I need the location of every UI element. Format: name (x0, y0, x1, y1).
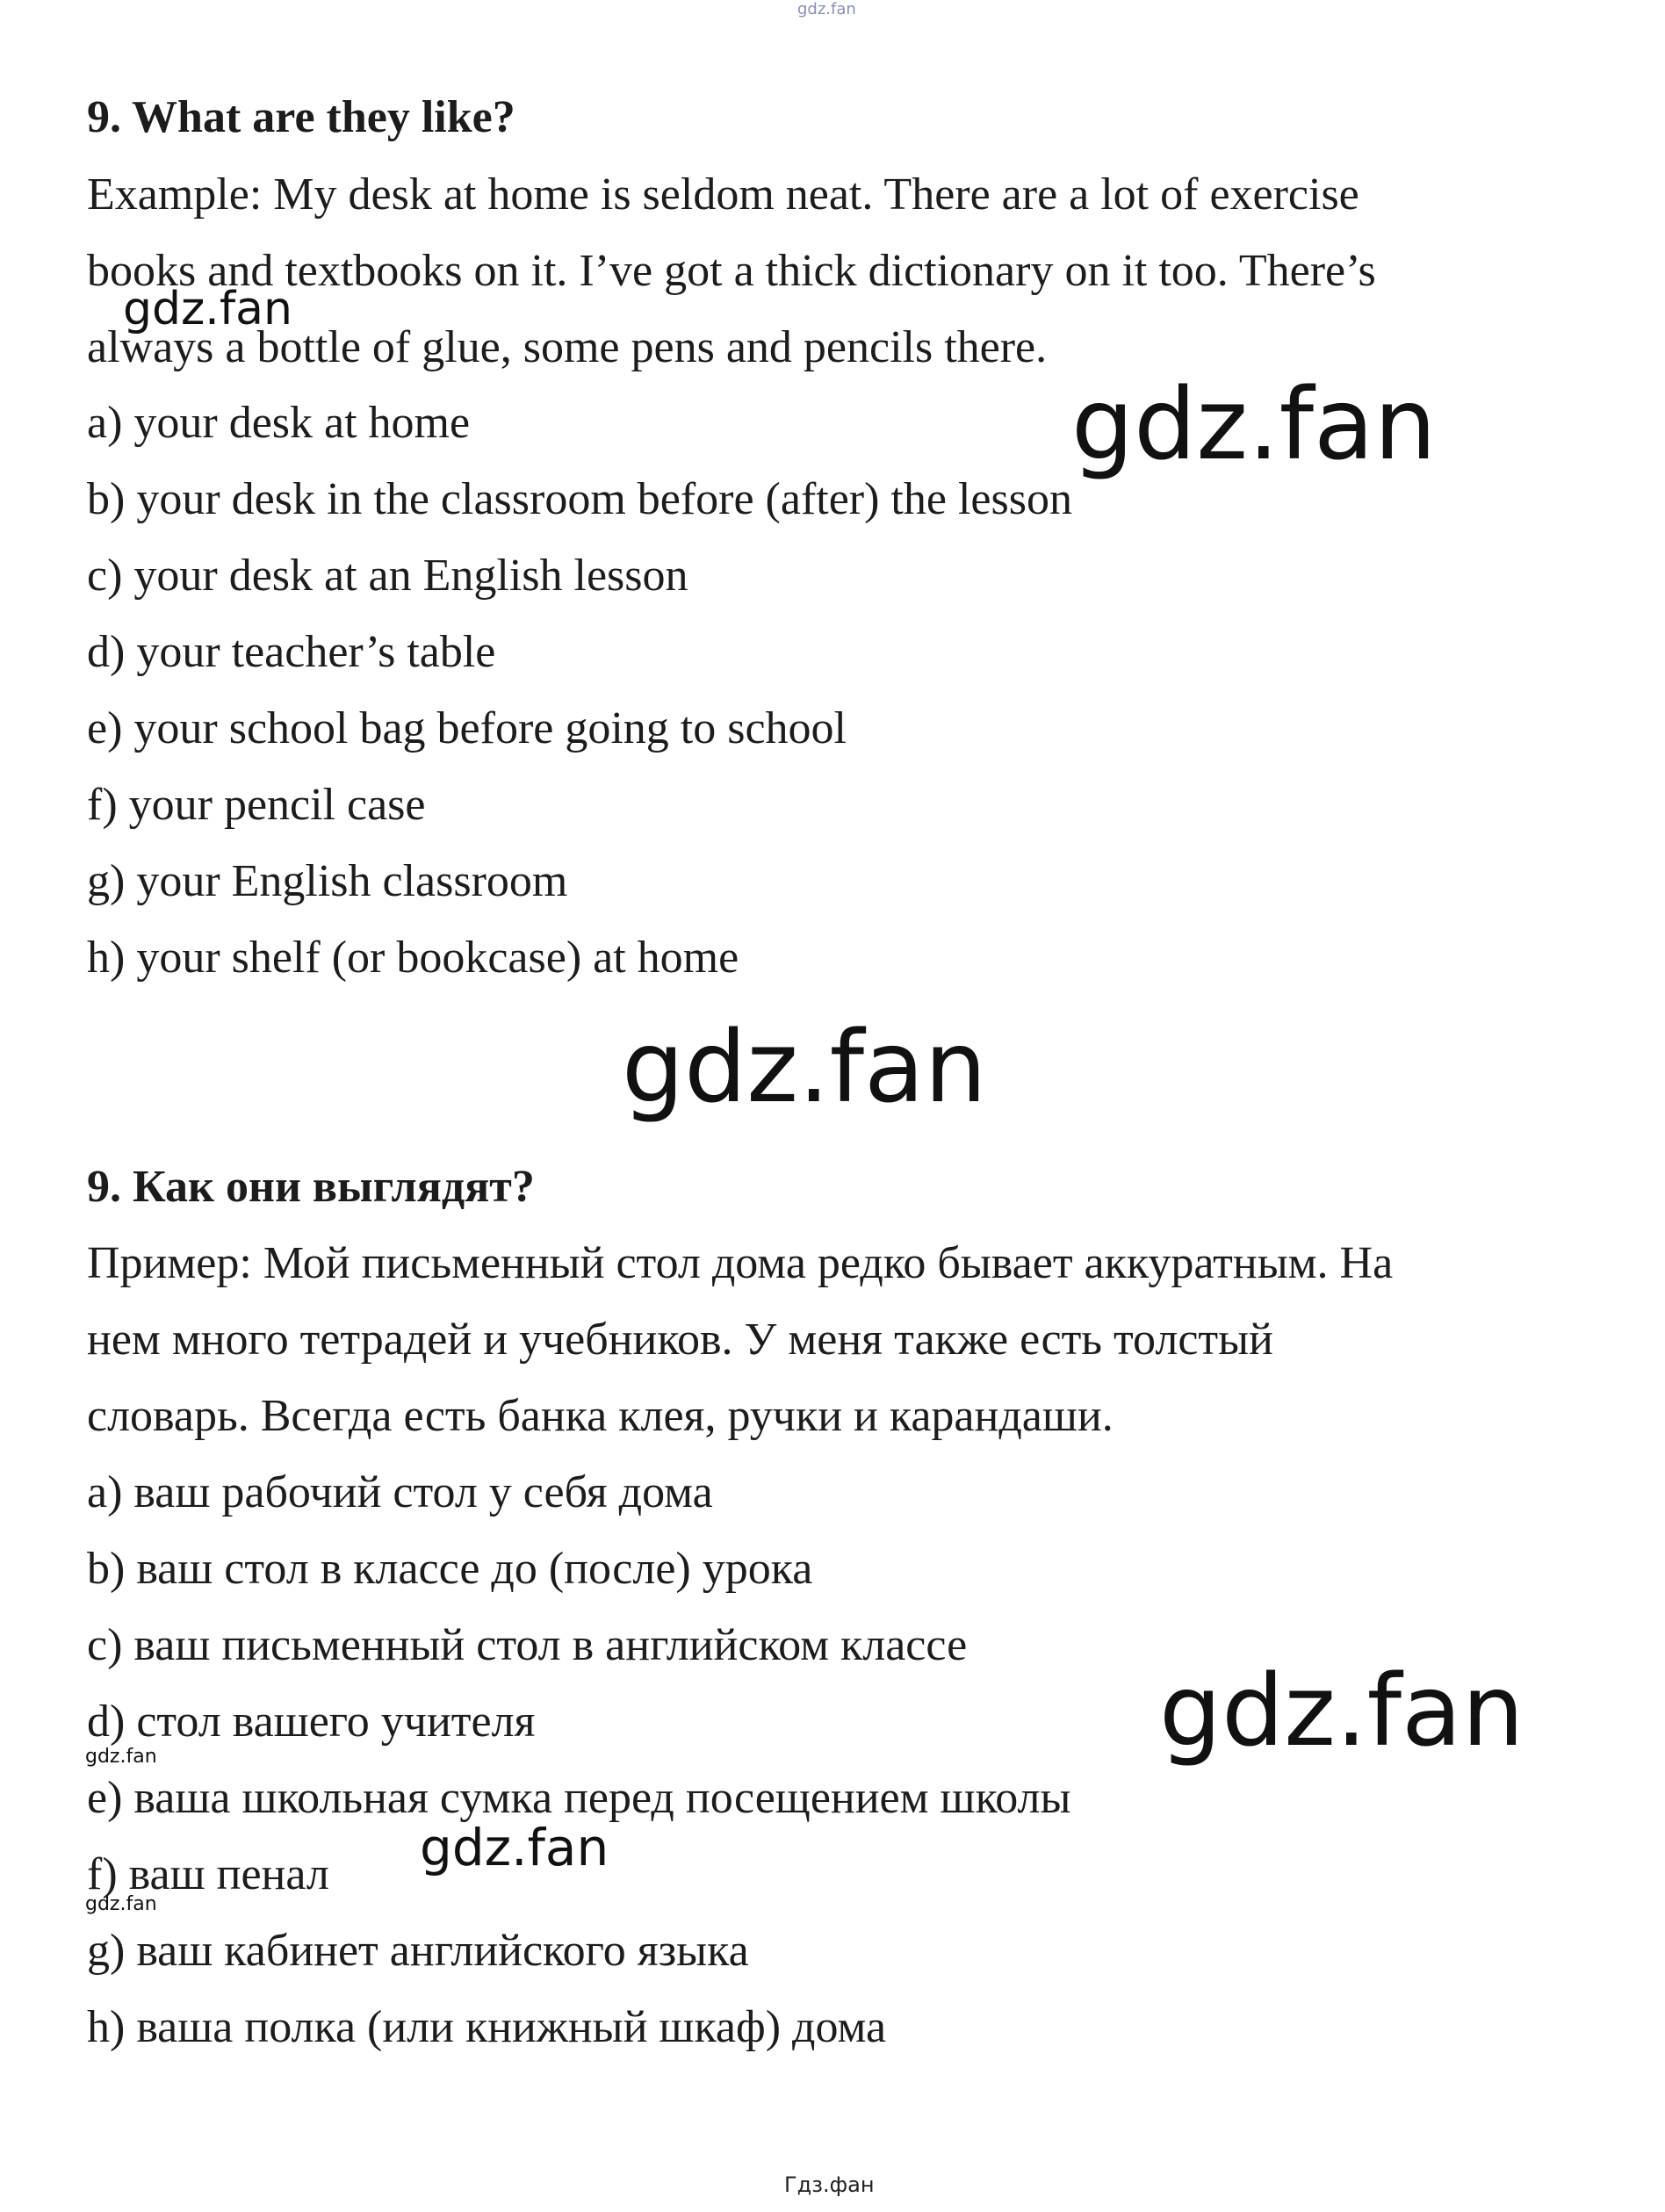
russian-item-g: g) ваш кабинет английского языка (87, 1926, 749, 1976)
english-item-c: c) your desk at an English lesson (87, 551, 688, 601)
english-item-g: g) your English classroom (87, 856, 568, 906)
russian-example-line-2: нем много тетрадей и учебников. У меня также есть толстый (87, 1315, 1273, 1365)
english-item-b: b) your desk in the classroom before (after) the lesson (87, 474, 1072, 524)
english-example-line-1: Example: My desk at home is seldom neat. There are a lot of exercise (87, 169, 1359, 220)
russian-item-c: c) ваш письменный стол в английском классе (87, 1620, 968, 1670)
russian-item-f: f) ваш пенал (87, 1849, 329, 1899)
english-heading: 9. What are they like? (87, 92, 515, 142)
footer-watermark: Гдз.фан (784, 2172, 875, 2197)
english-example-line-2: books and textbooks on it. I’ve got a thick dictionary on it too. There’s (87, 246, 1376, 296)
watermark-medium-1: gdz.fan (123, 283, 292, 335)
watermark-medium-2: gdz.fan (420, 1818, 609, 1877)
english-item-d: d) your teacher’s table (87, 627, 496, 677)
watermark-small-2: gdz.fan (85, 1893, 157, 1915)
russian-example-line-1: Пример: Мой письменный стол дома редко бывает аккуратным. На (87, 1238, 1394, 1288)
russian-item-d: d) стол вашего учителя (87, 1697, 536, 1747)
english-item-a: a) your desk at home (87, 398, 471, 448)
russian-item-a: a) ваш рабочий стол у себя дома (87, 1467, 713, 1517)
watermark-large-3: gdz.fan (1159, 1654, 1524, 1769)
watermark-top: gdz.fan (797, 0, 856, 18)
watermark-large-1: gdz.fan (1071, 368, 1437, 482)
english-item-e: e) your school bag before going to school (87, 703, 847, 753)
russian-item-e: e) ваша школьная сумка перед посещением школы (87, 1773, 1071, 1823)
russian-item-b: b) ваш стол в классе до (после) урока (87, 1544, 813, 1594)
russian-example-line-3: словарь. Всегда есть банка клея, ручки и карандаши. (87, 1391, 1114, 1441)
english-item-h: h) your shelf (or bookcase) at home (87, 933, 739, 983)
watermark-small-1: gdz.fan (85, 1746, 157, 1768)
english-item-f: f) your pencil case (87, 780, 426, 830)
watermark-large-2: gdz.fan (622, 1011, 987, 1125)
russian-heading: 9. Как они выглядят? (87, 1162, 535, 1212)
russian-item-h: h) ваша полка (или книжный шкаф) дома (87, 2002, 887, 2052)
english-example-line-3: always a bottle of glue, some pens and pencils there. (87, 322, 1048, 372)
